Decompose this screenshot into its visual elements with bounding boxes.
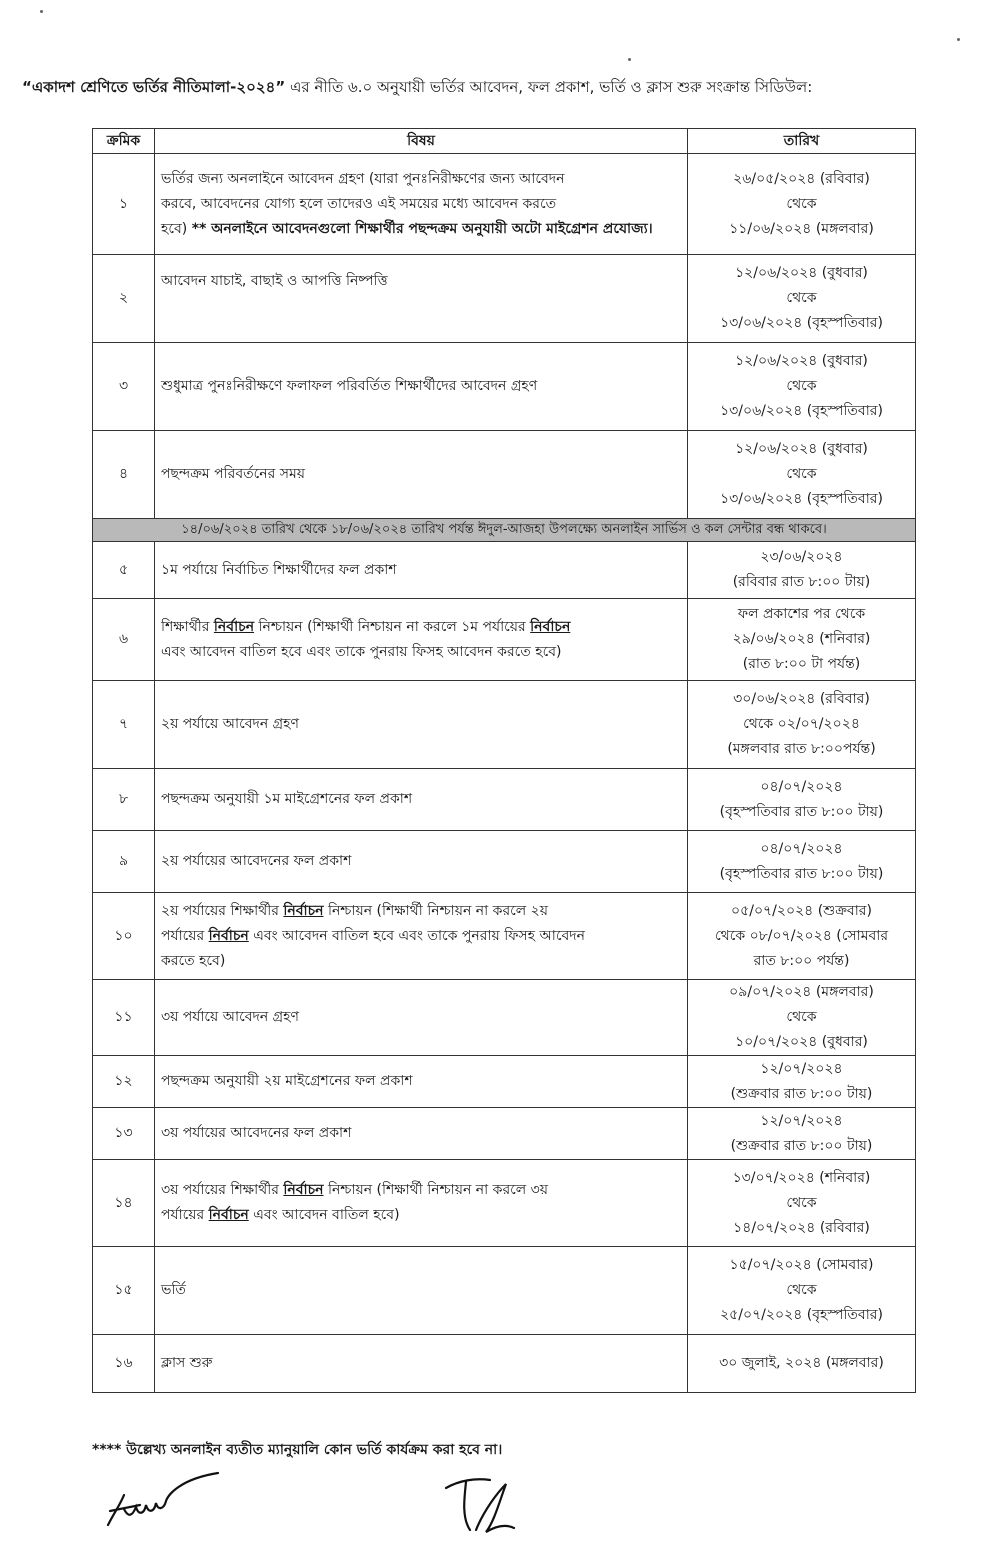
date-line: থেকে xyxy=(786,1282,817,1298)
date-line: ০৯/০৭/২০২৪ (মঙ্গলবার) xyxy=(729,984,874,1000)
row-serial: ১ xyxy=(93,154,155,255)
date-line: থেকে xyxy=(786,1194,817,1211)
row-serial: ১১ xyxy=(93,980,155,1056)
signature-right xyxy=(440,1470,520,1540)
subject-text: ৩য় পর্যায়ের শিক্ষার্থীর xyxy=(161,1182,284,1198)
date-line: থেকে xyxy=(786,466,817,482)
date-line: ২৫/০৭/২০২৪ (বৃহস্পতিবার) xyxy=(720,1307,883,1323)
scan-speck xyxy=(40,10,43,13)
header-subject: বিষয় xyxy=(155,129,688,154)
row-date xyxy=(688,980,916,1056)
table-row xyxy=(93,980,916,1056)
row-subject: ২য় পর্যায়ে আবেদন গ্রহণ xyxy=(155,681,688,769)
date-line: ৩০ জুলাই, ২০২৪ (মঙ্গলবার) xyxy=(719,1355,884,1371)
subject-text: শিক্ষার্থীর xyxy=(161,618,214,635)
table-row xyxy=(93,769,916,831)
row-date xyxy=(688,1160,916,1247)
table-row xyxy=(93,1056,916,1108)
row-serial: ১২ xyxy=(93,1056,155,1108)
date-line: রাত ৮:০০ পর্যন্ত) xyxy=(753,952,850,969)
row-date xyxy=(688,769,916,831)
scan-speck xyxy=(628,58,631,61)
row-date xyxy=(688,599,916,681)
date-line: (মঙ্গলবার রাত ৮:০০পর্যন্ত) xyxy=(727,741,876,757)
row-subject xyxy=(155,1160,688,1247)
date-line: ১৩/০৭/২০২৪ (শনিবার) xyxy=(732,1169,871,1186)
row-subject: ক্লাস শুরু xyxy=(155,1335,688,1393)
heading-bold: “একাদশ শ্রেণিতে ভর্তির নীতিমালা-২০২৪” xyxy=(22,78,286,96)
row-date xyxy=(688,255,916,343)
row-serial: ৮ xyxy=(93,769,155,831)
date-line: থেকে ০৮/০৭/২০২৪ (সোমবার xyxy=(714,927,889,944)
row-serial: ১৩ xyxy=(93,1108,155,1160)
scan-speck xyxy=(957,38,960,41)
row-serial: ১৫ xyxy=(93,1247,155,1335)
row-subject: শুধুমাত্র পুনঃনিরীক্ষণে ফলাফল পরিবর্তিত শিক্ষার্থীদের আবেদন গ্রহণ xyxy=(155,343,688,431)
date-line: ১২/০৬/২০২৪ (বুধবার) xyxy=(735,353,868,369)
date-line: ফল প্রকাশের পর থেকে xyxy=(737,606,866,622)
row-serial: ১৬ xyxy=(93,1335,155,1393)
footnote: **** উল্লেখ্য অনলাইন ব্যতীত ম্যানুয়ালি কোন ভর্তি কার্যক্রম করা হবে না। xyxy=(92,1442,503,1458)
row-serial: ১৪ xyxy=(93,1160,155,1247)
subject-line: এবং আবেদন বাতিল হবে এবং তাকে পুনরায় ফিসহ আবেদন করতে হবে) xyxy=(161,643,562,660)
subject-underlined: নির্বাচন xyxy=(208,927,249,944)
table-row xyxy=(93,831,916,893)
subject-line: হবে) xyxy=(161,220,192,237)
row-date xyxy=(688,154,916,255)
date-line: ১১/০৬/২০২৪ (মঙ্গলবার) xyxy=(729,220,874,237)
row-date xyxy=(688,681,916,769)
row-date xyxy=(688,1108,916,1160)
subject-bold-note: ** অনলাইনে আবেদনগুলো শিক্ষার্থীর পছন্দক্রম অনুযায়ী অটো মাইগ্রেশন প্রযোজ্য। xyxy=(191,220,653,237)
holiday-notice-row xyxy=(93,519,916,542)
row-subject: পছন্দক্রম অনুযায়ী ২য় মাইগ্রেশনের ফল প্রকাশ xyxy=(155,1056,688,1108)
date-line: ১২/০৭/২০২৪ xyxy=(760,1112,843,1129)
signature-left xyxy=(100,1465,230,1535)
row-subject: আবেদন যাচাই, বাছাই ও আপত্তি নিষ্পত্তি xyxy=(155,255,688,343)
table-header-row xyxy=(93,129,916,154)
row-serial: ৩ xyxy=(93,343,155,431)
date-line: থেকে xyxy=(786,290,817,306)
date-line: ২৬/০৫/২০২৪ (রবিবার) xyxy=(733,170,870,187)
subject-line: করতে হবে) xyxy=(161,952,226,969)
table-row xyxy=(93,542,916,599)
row-date xyxy=(688,1056,916,1108)
header-serial: ক্রমিক xyxy=(93,129,155,154)
heading-rest: এর নীতি ৬.০ অনুযায়ী ভর্তির আবেদন, ফল প্রকাশ, ভর্তি ও ক্লাস শুরু সংক্রান্ত সিডিউল: xyxy=(285,78,813,96)
subject-underlined: নির্বাচন xyxy=(208,1207,249,1223)
table-row xyxy=(93,343,916,431)
table-row xyxy=(93,1247,916,1335)
row-subject: ৩য় পর্যায়ের আবেদনের ফল প্রকাশ xyxy=(155,1108,688,1160)
subject-underlined: নির্বাচন xyxy=(213,618,255,635)
subject-text: এবং আবেদন বাতিল হবে) xyxy=(248,1207,400,1223)
row-subject xyxy=(155,893,688,980)
table-row xyxy=(93,1335,916,1393)
row-subject: পছন্দক্রম অনুযায়ী ১ম মাইগ্রেশনের ফল প্রকাশ xyxy=(155,769,688,831)
table-row xyxy=(93,681,916,769)
date-line: ১৩/০৬/২০২৪ (বৃহস্পতিবার) xyxy=(720,403,883,419)
row-date xyxy=(688,431,916,519)
date-line: (বৃহস্পতিবার রাত ৮:০০ টায়) xyxy=(719,865,884,882)
row-serial: ৭ xyxy=(93,681,155,769)
schedule-table xyxy=(92,128,916,1393)
row-date xyxy=(688,1335,916,1393)
date-line: ২৩/০৬/২০২৪ xyxy=(760,549,843,565)
date-line: (শুক্রবার রাত ৮:০০ টায়) xyxy=(730,1085,873,1102)
date-line: ০৪/০৭/২০২৪ xyxy=(760,778,843,795)
date-line: থেকে xyxy=(786,378,817,394)
table-row xyxy=(93,1160,916,1247)
subject-line: করবে, আবেদনের যোগ্য হলে তাদেরও এই সময়ের মধ্যে আবেদন করতে xyxy=(161,195,557,212)
subject-underlined: নির্বাচন xyxy=(530,618,571,635)
date-line: ১৩/০৬/২০২৪ (বৃহস্পতিবার) xyxy=(720,491,883,507)
row-date xyxy=(688,1247,916,1335)
row-subject: ১ম পর্যায়ে নির্বাচিত শিক্ষার্থীদের ফল প্রকাশ xyxy=(155,542,688,599)
date-line: ১০/০৭/২০২৪ (বুধবার) xyxy=(735,1034,868,1050)
subject-text: পর্যায়ের xyxy=(161,927,209,944)
date-line: (রাত ৮:০০ টা পর্যন্ত) xyxy=(742,656,861,672)
row-subject xyxy=(155,599,688,681)
subject-text: নিশ্চায়ন (শিক্ষার্থী নিশ্চায়ন না করলে ২য় xyxy=(323,902,549,919)
row-date xyxy=(688,831,916,893)
table-row xyxy=(93,154,916,255)
date-line: ২৯/০৬/২০২৪ (শনিবার) xyxy=(732,631,871,647)
row-date xyxy=(688,343,916,431)
date-line: ১২/০৬/২০২৪ (বুধবার) xyxy=(735,265,868,281)
row-serial: ৪ xyxy=(93,431,155,519)
subject-text: পর্যায়ের xyxy=(161,1207,209,1223)
date-line: ১৫/০৭/২০২৪ (সোমবার) xyxy=(729,1257,874,1273)
table-row xyxy=(93,255,916,343)
row-date xyxy=(688,542,916,599)
date-line: ৩০/০৬/২০২৪ (রবিবার) xyxy=(733,691,870,707)
row-serial: ১০ xyxy=(93,893,155,980)
date-line: ১২/০৬/২০২৪ (বুধবার) xyxy=(735,441,868,457)
subject-text: এবং আবেদন বাতিল হবে এবং তাকে পুনরায় ফিসহ আবেদন xyxy=(248,927,585,944)
row-serial: ৫ xyxy=(93,542,155,599)
row-subject: ৩য় পর্যায়ে আবেদন গ্রহণ xyxy=(155,980,688,1056)
subject-text: ২য় পর্যায়ের শিক্ষার্থীর xyxy=(161,902,284,919)
date-line: ০৫/০৭/২০২৪ (শুক্রবার) xyxy=(731,902,872,919)
row-serial: ৯ xyxy=(93,831,155,893)
subject-underlined: নির্বাচন xyxy=(283,902,324,919)
subject-text: নিশ্চায়ন (শিক্ষার্থী নিশ্চায়ন না করলে ৩য় xyxy=(323,1182,549,1198)
date-line: ১৩/০৬/২০২৪ (বৃহস্পতিবার) xyxy=(720,315,883,331)
page-heading xyxy=(22,76,967,98)
subject-line: ভর্তির জন্য অনলাইনে আবেদন গ্রহণ (যারা পুনঃনিরীক্ষণের জন্য আবেদন xyxy=(161,170,565,187)
row-serial: ৬ xyxy=(93,599,155,681)
row-subject xyxy=(155,154,688,255)
header-date: তারিখ xyxy=(688,129,916,154)
subject-underlined: নির্বাচন xyxy=(283,1182,324,1198)
date-line: ১৪/০৭/২০২৪ (রবিবার) xyxy=(733,1219,870,1236)
subject-text: নিশ্চায়ন (শিক্ষার্থী নিশ্চায়ন না করলে ১ম পর্যায়ের xyxy=(254,618,531,635)
date-line: (বৃহস্পতিবার রাত ৮:০০ টায়) xyxy=(719,803,884,820)
row-subject: পছন্দক্রম পরিবর্তনের সময় xyxy=(155,431,688,519)
row-date xyxy=(688,893,916,980)
holiday-notice: ১৪/০৬/২০২৪ তারিখ থেকে ১৮/০৬/২০২৪ তারিখ পর্যন্ত ঈদুল-আজহা উপলক্ষ্যে অনলাইন সার্ভিস ও কল সেন্টার বন্ধ থাকবে। xyxy=(93,519,916,542)
date-line: (শুক্রবার রাত ৮:০০ টায়) xyxy=(730,1137,873,1154)
date-line: থেকে xyxy=(786,1009,817,1025)
date-line: ০৪/০৭/২০২৪ xyxy=(760,840,843,857)
row-serial: ২ xyxy=(93,255,155,343)
date-line: থেকে xyxy=(786,195,817,212)
table-row xyxy=(93,431,916,519)
date-line: ১২/০৭/২০২৪ xyxy=(760,1060,843,1077)
table-row xyxy=(93,893,916,980)
table-row xyxy=(93,1108,916,1160)
row-subject: ২য় পর্যায়ের আবেদনের ফল প্রকাশ xyxy=(155,831,688,893)
row-subject: ভর্তি xyxy=(155,1247,688,1335)
date-line: (রবিবার রাত ৮:০০ টায়) xyxy=(732,574,871,590)
table-row xyxy=(93,599,916,681)
date-line: থেকে ০২/০৭/২০২৪ xyxy=(743,716,860,732)
